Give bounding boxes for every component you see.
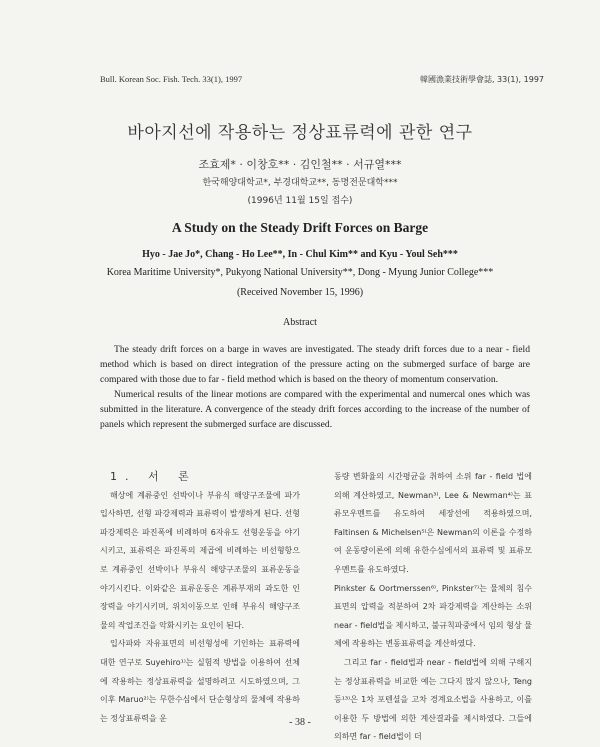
title-english: A Study on the Steady Drift Forces on Barge [171, 220, 429, 235]
body-paragraph: 동량 변화율의 시간평균을 취하여 소위 far - field 법에 의해 계산하였고, Newman³⁾, Lee & Newman⁴⁾는 표류모우멘트를 유도하여 세장선에 적용하였으며, Faltinsen & Michelsen⁵⁾은 Newman의 이론을 수정하여 운동량이론에 의해 유한수심에서의 표류력 및 표류모우멘트를 유도하였다. [334, 472, 532, 574]
affiliations-english: Korea Maritime University*, Pukyong National University**, Dong - Myung Junior College*** [106, 267, 494, 278]
abstract-paragraph: The steady drift forces on a barge in waves are investigated. The steady drift forces due to a near - field method which is based on direct integration of the pressure acting on the submerged surface of barge are compared with those due to far - field method which is based on the theory of momentum conservation. [100, 344, 530, 385]
title-korean: 바아지선에 작용하는 정상표류력에 관한 연구 [127, 123, 473, 143]
abstract-body [100, 342, 530, 432]
affiliations-korean: 한국해양대학교*, 부경대학교**, 동명전문대학*** [202, 178, 398, 188]
page-number: - 38 - [289, 717, 311, 728]
journal-header-right: 韓國漁業技術學會誌, 33(1), 1997 [419, 75, 544, 84]
body-paragraph: Pinkster & Oortmerssen⁶⁾, Pinkster⁷⁾는 물체의 침수표면의 압력을 적분하여 2차 파강제력을 계산하는 소위 near - field법을 제시하고, 불규칙파중에서 임의 형상 물체에 작용하는 변동표류력을 계산하였다. [334, 583, 532, 649]
abstract-paragraph: Numerical results of the linear motions are compared with the experimental and numercal ones which was submitted in the literature. A convergence of the steady drift forces according to the increase of the number of panels which represent the submerged surface are discussed. [100, 389, 530, 430]
received-date-english: (Received November 15, 1996) [236, 287, 364, 298]
section-heading: 1. 서 론 [110, 470, 197, 483]
body-paragraph: 해상에 계류중인 선박이나 부유식 해양구조물에 파가 입사하면, 선형 파강제력과 표류력이 발생하게 된다. 선형 파강제력은 파진폭에 비례하며 6자유도 선형운동을 야기시키고, 표류력은 파진폭의 제곱에 비례하는 비선형항으로 계류중인 선박이나 부유식 해양구조물의 표류운동을 야기시킨다. 이와같은 표류운동은 계류부재의 과도한 인장력을 야기시키며, 위치이동으로 인해 부유식 해양구조물의 작업조건을 악화시키는 요인이 된다. [100, 490, 300, 630]
authors-english: Hyo - Jae Jo*, Chang - Ho Lee**, In - Chul Kim** and Kyu - Youl Seh*** [142, 249, 458, 260]
authors-korean: 조효제* · 이창호** · 김인철** · 서규열*** [198, 158, 402, 171]
journal-header-left: Bull. Korean Soc. Fish. Tech. 33(1), 1997 [100, 74, 243, 84]
right-column [334, 468, 532, 747]
left-column [100, 468, 300, 728]
body-paragraph: 그리고 far - field법과 near - field법에 의해 구해지는 정상표류력을 비교한 예는 그다지 많지 않으나, Teng 등¹³⁾은 1차 포텐셜을 고차 경계요소법을 사용하고, 이를 이용한 두 방법에 의한 계산결과를 제시하였다. 그들에 의하면 far - field법이 더 [334, 657, 532, 742]
body-paragraph: 입사파와 자유표면의 비선형성에 기인하는 표류력에 대한 연구로 Suyehiro¹⁾는 실험적 방법을 이용하여 선체에 작용하는 정상표류력을 설명하려고 시도하였으며, 그 이후 Maruo²⁾는 무한수심에서 단순형상의 물체에 작용하는 정상표류력을 운 [100, 639, 300, 723]
received-date-korean: (1996년 11월 15일 접수) [247, 196, 353, 206]
abstract-heading: Abstract [283, 317, 317, 328]
